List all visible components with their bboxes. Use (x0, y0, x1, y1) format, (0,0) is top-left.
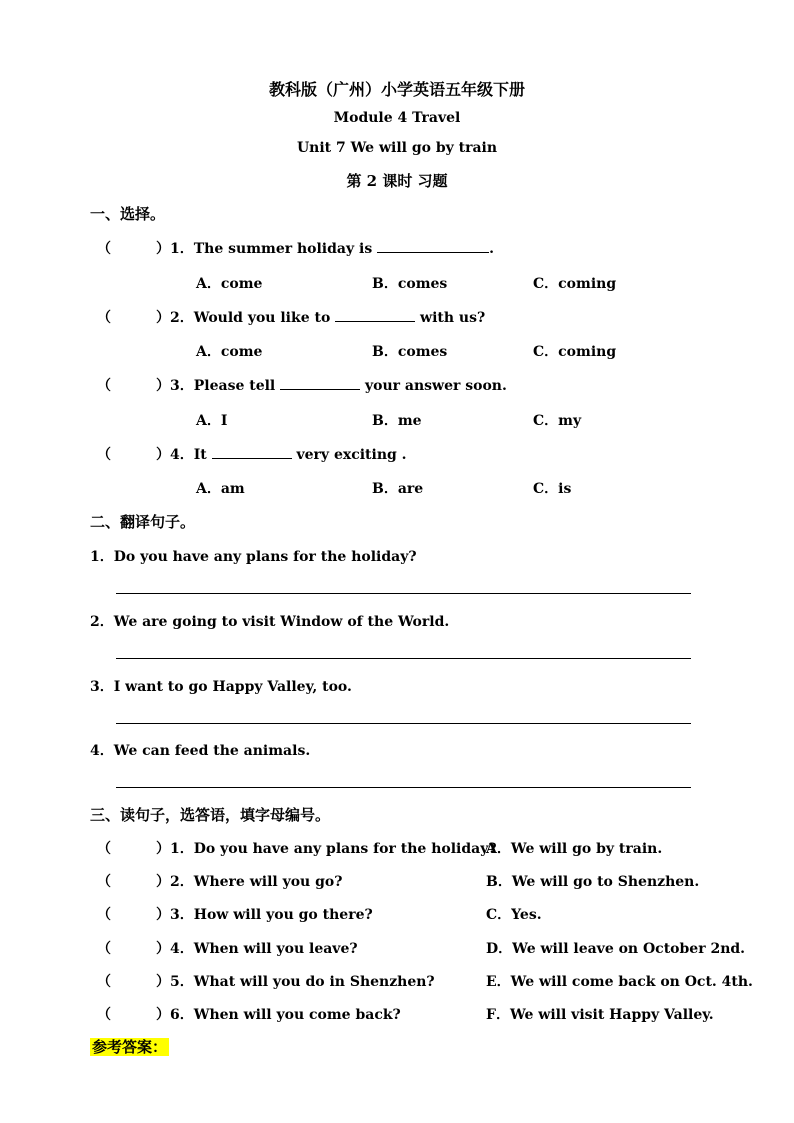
open-paren: （ (97, 941, 111, 957)
page-title: 教科版（广州）小学英语五年级下册 (268, 80, 525, 99)
question-number: ）4． (156, 447, 194, 463)
match-question: ）1．Do you have any plans for the holiday? (156, 841, 497, 857)
option-b: B．me (372, 413, 422, 429)
question-text-post: with us? (415, 310, 486, 326)
open-paren: （ (97, 241, 111, 257)
open-paren: （ (97, 378, 111, 394)
match-question: ）2．Where will you go? (156, 874, 343, 890)
unit-title: Unit 7 We will go by train (296, 140, 498, 156)
option-b: B．comes (372, 344, 448, 360)
answer-blank[interactable] (377, 238, 489, 253)
question-number: ）2． (156, 310, 194, 326)
match-answer: C．Yes. (486, 907, 542, 923)
question-text-pre: Please tell (193, 378, 281, 394)
question-number: ）3． (156, 378, 194, 394)
match-question: ）5．What will you do in Shenzhen? (156, 974, 435, 990)
option-c: C．coming (533, 344, 617, 360)
translate-item-1: 1．Do you have any plans for the holiday? (90, 549, 417, 565)
open-paren: （ (97, 447, 111, 463)
answer-line-3[interactable] (116, 723, 691, 724)
question-text-pre: Would you like to (193, 310, 336, 326)
question-text-pre: It (193, 447, 212, 463)
option-b: B．are (372, 481, 424, 497)
translate-item-4: 4．We can feed the animals. (90, 743, 311, 759)
answer-line-1[interactable] (116, 593, 691, 594)
match-answer: F．We will visit Happy Valley. (486, 1007, 714, 1023)
option-a: A．am (196, 481, 245, 497)
question-text-post: very exciting . (291, 447, 407, 463)
match-question: ）6．When will you come back? (156, 1007, 401, 1023)
lesson-title: 第 2 课时 习题 (346, 172, 448, 190)
translate-item-3: 3．I want to go Happy Valley, too. (90, 679, 352, 695)
open-paren: （ (97, 907, 111, 923)
answer-line-2[interactable] (116, 658, 691, 659)
option-c: C．coming (533, 276, 617, 292)
match-question: ）3．How will you go there? (156, 907, 373, 923)
translate-item-2: 2．We are going to visit Window of the World. (90, 614, 450, 630)
option-a: A．I (196, 413, 228, 429)
option-c: C．is (533, 481, 572, 497)
open-paren: （ (97, 841, 111, 857)
option-a: A．come (196, 344, 263, 360)
open-paren: （ (97, 1007, 111, 1023)
section3-heading: 三、读句子，选答语，填字母编号。 (90, 806, 331, 824)
open-paren: （ (97, 874, 111, 890)
match-question: ）4．When will you leave? (156, 941, 358, 957)
match-answer: B．We will go to Shenzhen. (486, 874, 700, 890)
question-text-post: your answer soon. (360, 378, 507, 394)
answer-key-label: 参考答案： (92, 1038, 168, 1056)
option-c: C．my (533, 413, 582, 429)
section1-heading: 一、选择。 (90, 205, 166, 223)
match-answer: A．We will go by train. (486, 841, 663, 857)
question-text-pre: The summer holiday is (193, 241, 378, 257)
answer-blank[interactable] (212, 444, 292, 459)
module-title: Module 4 Travel (333, 110, 461, 126)
answer-blank[interactable] (335, 307, 415, 322)
section2-heading: 二、翻译句子。 (90, 513, 196, 531)
option-a: A．come (196, 276, 263, 292)
question-text-post: . (489, 241, 494, 257)
match-answer: D．We will leave on October 2nd. (486, 941, 746, 957)
question-number: ）1． (156, 241, 194, 257)
option-b: B．comes (372, 276, 448, 292)
open-paren: （ (97, 310, 111, 326)
answer-blank[interactable] (280, 375, 360, 390)
open-paren: （ (97, 974, 111, 990)
match-answer: E．We will come back on Oct. 4th. (486, 974, 753, 990)
answer-line-4[interactable] (116, 787, 691, 788)
